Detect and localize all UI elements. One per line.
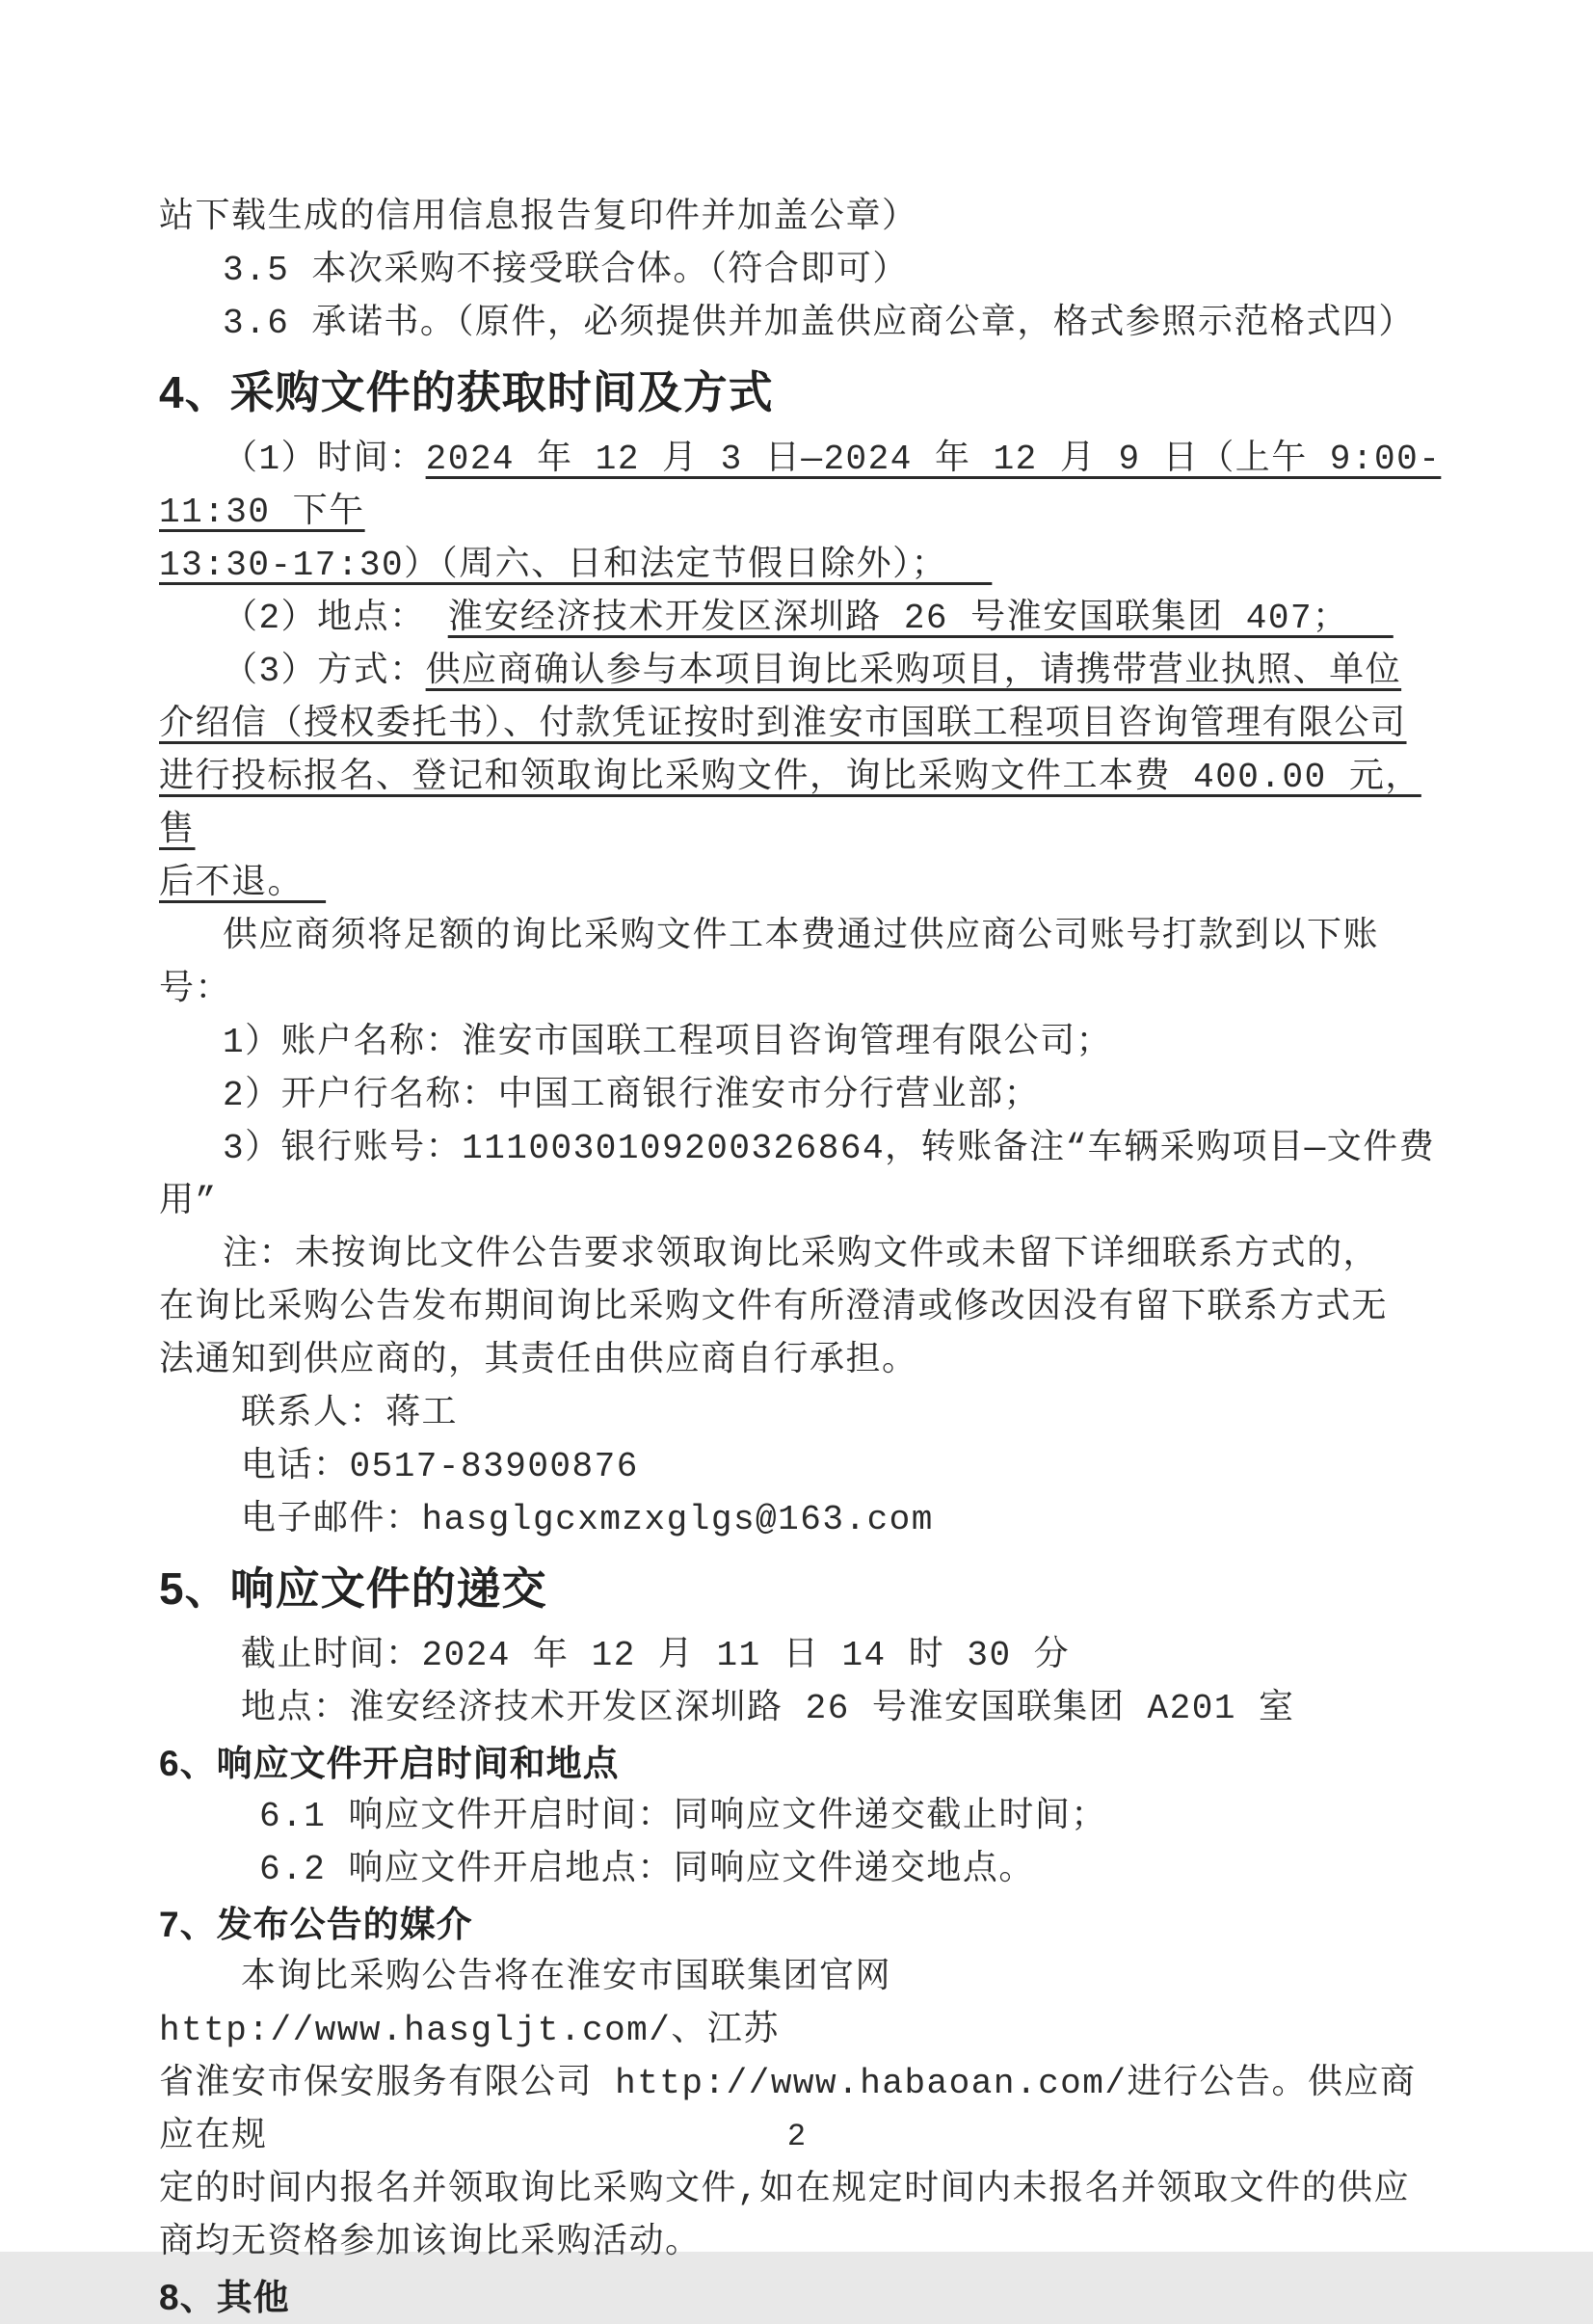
- contact-email-line: [159, 1493, 1443, 1546]
- text-segment: 6、响应文件开启时间和地点: [159, 1744, 620, 1783]
- underlined-text-segment: 2024 年 12 月 3 日—2024 年 12 月 9 日（上午 9:00-11:30 下午: [159, 440, 1442, 532]
- text-line: [159, 2216, 1443, 2269]
- document-body: [159, 191, 1443, 2324]
- text-segment: 6.1 响应文件开启时间：同响应文件递交截止时间；: [259, 1797, 1107, 1836]
- underlined-text-segment: 进行投标报名、登记和领取询比采购文件，询比采购文件工本费 400.00 元，售: [159, 758, 1421, 850]
- text-line: [159, 1228, 1443, 1281]
- text-line: [159, 191, 1443, 244]
- text-line: [159, 433, 1443, 539]
- text-line: [159, 751, 1443, 857]
- text-segment: 站下载生成的信用信息报告复印件并加盖公章）: [159, 198, 918, 237]
- text-segment: 7、发布公告的媒介: [159, 1905, 473, 1944]
- text-segment: 商均无资格参加该询比采购活动。: [159, 2223, 702, 2262]
- text-segment: 定的时间内报名并领取询比采购文件,如在规定时间内未报名并领取文件的供应: [159, 2170, 1411, 2209]
- text-segment: （1）时间：: [223, 440, 426, 479]
- page-number: 2: [786, 2119, 807, 2154]
- text-line: [159, 1951, 1443, 2057]
- text-line: [159, 2163, 1443, 2216]
- text-segment: 6.2 响应文件开启地点：同响应文件递交地点。: [259, 1850, 1035, 1889]
- text-segment: 省淮安市保安服务有限公司 http://www.habaoan.com/进行公告。供应商应在规: [159, 2064, 1417, 2156]
- text-line: [159, 857, 1443, 910]
- section-heading-4: [159, 361, 1443, 423]
- text-line: [159, 539, 1443, 592]
- text-segment: 1）账户名称：淮安市国联工程项目咨询管理有限公司；: [223, 1023, 1113, 1062]
- text-segment: 地点：淮安经济技术开发区深圳路 26 号淮安国联集团 A201 室: [241, 1689, 1295, 1728]
- text-line: [159, 1281, 1443, 1334]
- section-heading-5: [159, 1558, 1443, 1619]
- section-heading-7: [159, 1898, 1443, 1951]
- underlined-text-segment: 介绍信（授权委托书）、付款凭证按时到淮安市国联工程项目咨询管理有限公司: [159, 705, 1407, 744]
- contact-phone-line: [159, 1440, 1443, 1493]
- text-line: [159, 645, 1443, 698]
- text-segment: 本询比采购公告将在淮安市国联集团官网 http://www.hasgljt.com/、江苏: [159, 1958, 915, 2050]
- text-segment: 4、采购文件的获取时间及方式: [159, 367, 774, 417]
- text-segment: 3.6 承诺书。（原件，必须提供并加盖供应商公章，格式参照示范格式四）: [223, 304, 1415, 343]
- section-heading-6: [159, 1737, 1443, 1790]
- text-line: [159, 1334, 1443, 1387]
- contact-person-line: [159, 1387, 1443, 1440]
- text-segment: 电话：0517-83900876: [241, 1447, 639, 1486]
- text-segment: （3）方式：: [223, 652, 426, 691]
- text-line: [159, 910, 1443, 963]
- text-segment: 在询比采购公告发布期间询比采购文件有所澄清或修改因没有留下联系方式无: [159, 1288, 1389, 1327]
- text-segment: 法通知到供应商的，其责任由供应商自行承担。: [159, 1341, 918, 1380]
- text-segment: 注：未按询比文件公告要求领取询比采购文件或未留下详细联系方式的，: [223, 1235, 1380, 1274]
- text-segment: 电子邮件：hasglgcxmzxglgs@163.com: [241, 1500, 934, 1539]
- text-segment: 截止时间：2024 年 12 月 11 日 14 时 30 分: [241, 1636, 1071, 1675]
- text-line: [159, 1069, 1443, 1122]
- section-heading-8: [159, 2271, 1443, 2324]
- text-segment: 2）开户行名称：中国工商银行淮安市分行营业部；: [223, 1076, 1041, 1115]
- text-line: [159, 963, 1443, 1016]
- text-line: [159, 698, 1443, 751]
- text-segment: （2）地点：: [223, 599, 448, 638]
- text-segment: 供应商须将足额的询比采购文件工本费通过供应商公司账号打款到以下账: [223, 917, 1380, 956]
- text-line: [159, 1843, 1443, 1896]
- text-line: [159, 1016, 1443, 1069]
- underlined-text-segment: 淮安经济技术开发区深圳路 26 号淮安国联集团 407；: [447, 599, 1394, 638]
- text-line: [159, 244, 1443, 297]
- deadline-line: [159, 1629, 1443, 1682]
- text-segment: 3.5 本次采购不接受联合体。（符合即可）: [223, 251, 909, 290]
- submit-location-line: [159, 1682, 1443, 1735]
- text-segment: 号：: [159, 970, 232, 1009]
- text-line: [159, 592, 1443, 645]
- text-segment: 3）银行账号：1110030109200326864，转账备注“车辆采购项目—文件费用”: [159, 1129, 1436, 1221]
- underlined-text-segment: 后不退。: [159, 864, 327, 903]
- text-line: [159, 297, 1443, 350]
- text-line: [159, 1790, 1443, 1843]
- text-segment: 5、响应文件的递交: [159, 1563, 547, 1614]
- text-segment: 联系人：蒋工: [241, 1394, 459, 1433]
- underlined-text-segment: 13:30-17:30）（周六、日和法定节假日除外）；: [159, 546, 993, 585]
- text-segment: 8、其他: [159, 2278, 290, 2317]
- text-line: [159, 1122, 1443, 1228]
- underlined-text-segment: 供应商确认参与本项目询比采购项目，请携带营业执照、单位: [425, 652, 1402, 691]
